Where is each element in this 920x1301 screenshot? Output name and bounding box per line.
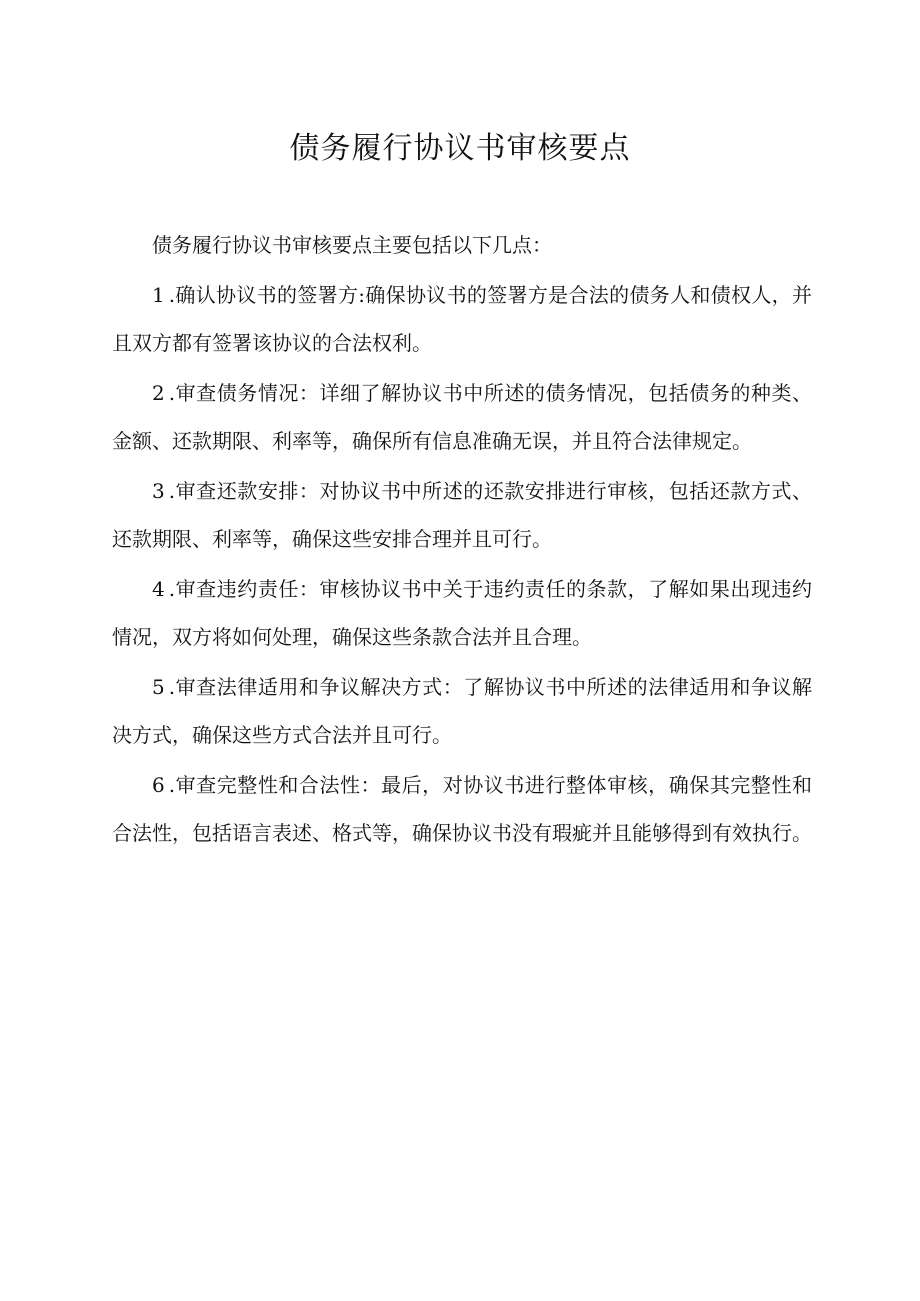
list-item [112,761,812,857]
item-text: .审查债务情况：详细了解协议书中所述的债务情况，包括债务的种类、金额、还款期限、利率等，确保所有信息准确无误，并且符合法律规定。 [112,381,812,453]
list-item [112,271,812,367]
item-number: 3 [152,479,165,503]
item-number: 6 [152,773,165,797]
item-text: .审查法律适用和争议解决方式：了解协议书中所述的法律适用和争议解决方式，确保这些方式合法并且可行。 [112,675,812,747]
item-text: .审查违约责任：审核协议书中关于违约责任的条款，了解如果出现违约情况，双方将如何处理，确保这些条款合法并且合理。 [112,577,812,649]
intro-paragraph: 债务履行协议书审核要点主要包括以下几点： [152,233,552,257]
item-text: .审查完整性和合法性：最后，对协议书进行整体审核，确保其完整性和合法性，包括语言表述、格式等，确保协议书没有瑕疵并且能够得到有效执行。 [112,773,812,845]
list-item [112,565,812,661]
document-body [112,221,812,859]
item-number: 5 [152,675,165,699]
item-number: 2 [152,381,165,405]
list-item [112,369,812,465]
document-title: 债务履行协议书审核要点 [289,131,631,166]
item-text: .确认协议书的签署方:确保协议书的签署方是合法的债务人和债权人，并且双方都有签署该协议的合法权利。 [112,283,812,355]
list-item [112,663,812,759]
item-number: 4 [152,577,165,601]
list-item [112,467,812,563]
item-text: .审查还款安排：对协议书中所述的还款安排进行审核，包括还款方式、还款期限、利率等，确保这些安排合理并且可行。 [112,479,812,551]
item-number: 1 [152,283,165,307]
